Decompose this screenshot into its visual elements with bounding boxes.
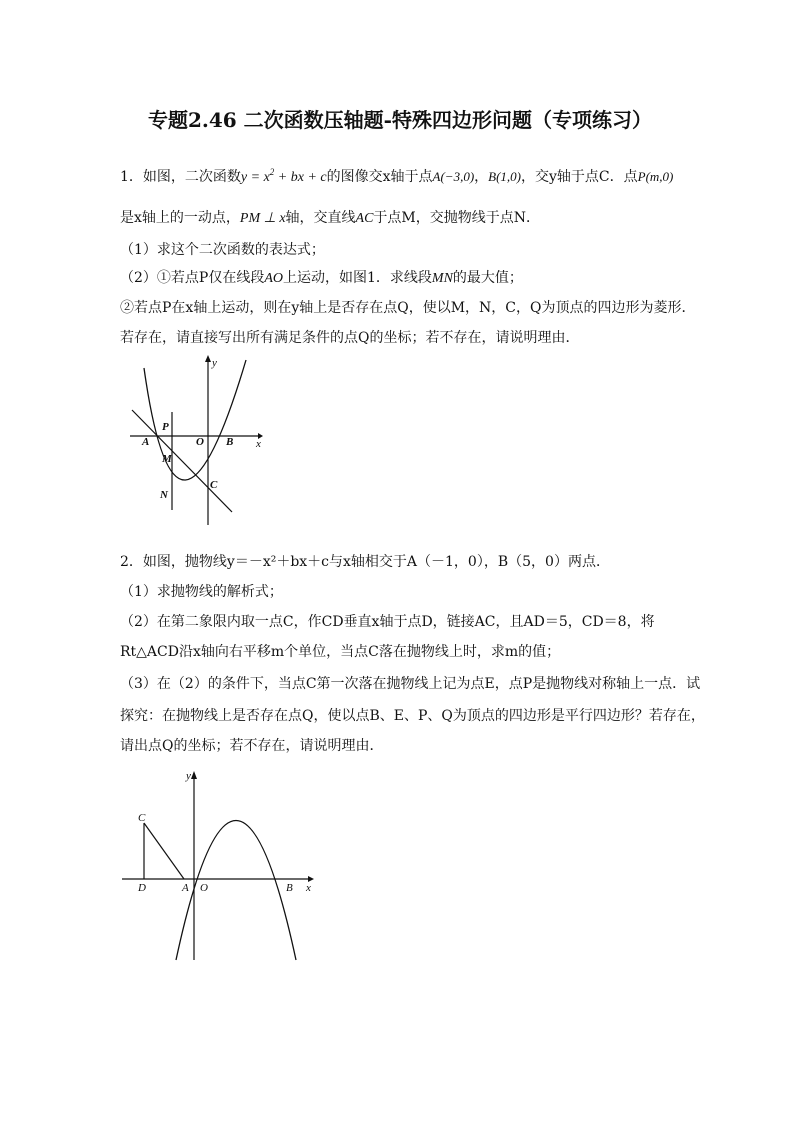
label-o: O [200,882,208,894]
segment-ao: AO [264,271,283,286]
q1-text: 的最大值； [452,270,523,286]
q1-text: 于点M，交抛物线于点N． [373,210,541,226]
label-c: C [138,812,146,824]
pm-perp-formula: PM ⊥ x [239,211,286,226]
comma: ， [474,169,489,185]
label-c: C [210,479,218,491]
y-axis-arrow-icon [205,355,211,362]
q1-part-2b: ②若点P在x轴上运动，则在y轴上是否存在点Q，使以M，N，C，Q为顶点的四边形为菱形． [120,300,696,316]
point-a-coord: A(−3,0) [432,169,475,184]
q1-part-2 [120,268,523,289]
q1-text: 上运动，如图1．求线段 [283,270,432,286]
q2-figure [120,765,330,965]
q1-line-2 [120,208,540,229]
page-title: 专题2.46 二次函数压轴题-特殊四边形问题（专项练习） [148,108,652,132]
q2-part-3a: （3）在（2）的条件下，当点C第一次落在抛物线上记为点E，点P是抛物线对称轴上一点．试 [120,676,701,692]
q1-figure [120,350,270,530]
label-o: O [196,436,204,448]
segment-ac [144,823,184,879]
q2-part-1: （1）求抛物线的解析式； [120,584,283,600]
label-b: B [286,882,293,894]
q1-part-2c: 若存在，请直接写出所有满足条件的点Q的坐标；若不存在，请说明理由． [120,330,580,346]
label-a: A [142,436,150,448]
line-ac: AC [355,211,374,226]
y-axis-arrow-icon [191,771,197,779]
q1-text: 是x轴上的一动点， [120,210,240,226]
line-ac [132,410,232,512]
label-a: A [182,882,189,894]
q1-line-1 [120,162,673,188]
q1-part-1: （1）求这个二次函数的表达式； [120,242,325,258]
q1-text: （2）①若点P仅在线段 [120,270,265,286]
point-b-coord: B(1,0) [488,169,522,184]
q2-part-2a: （2）在第二象限内取一点C，作CD垂直x轴于点D，链接AC，且AD＝5，CD＝8，将 [120,614,655,630]
segment-mn: MN [431,271,453,286]
q1-text: ，交y轴于点C．点 [521,169,638,185]
label-p: P [162,421,169,433]
q1-text: 轴，交直线 [285,210,356,226]
label-x: x [306,882,311,894]
label-d: D [138,882,146,894]
label-x: x [256,438,261,450]
q2-part-2b: Rt△ACD沿x轴向右平移m个单位，当点C落在抛物线上时，求m的值； [120,644,561,660]
parabola-curve [144,360,246,480]
label-y: y [212,357,217,369]
q2-part-3b: 探究：在抛物线上是否存在点Q，使以点B、E、P、Q为顶点的四边形是平行四边形？若存在， [120,708,705,724]
label-n: N [160,489,168,501]
q1-text: 的图像交x轴于点 [326,169,433,185]
q1-number-text: 1．如图，二次函数 [120,169,241,185]
label-b: B [226,436,234,448]
q2-line-1: 2．如图，抛物线y＝－x²＋bx＋c与x轴相交于A（－1，0），B（5，0）两点． [120,554,610,570]
q2-part-3c: 请出点Q的坐标；若不存在，请说明理由． [120,738,384,754]
q1-function-formula: $y = x^2$ + bx + c [240,167,327,185]
label-y: y [186,770,191,782]
point-p-coord: P(m,0) [637,169,674,184]
label-m: M [162,453,172,465]
